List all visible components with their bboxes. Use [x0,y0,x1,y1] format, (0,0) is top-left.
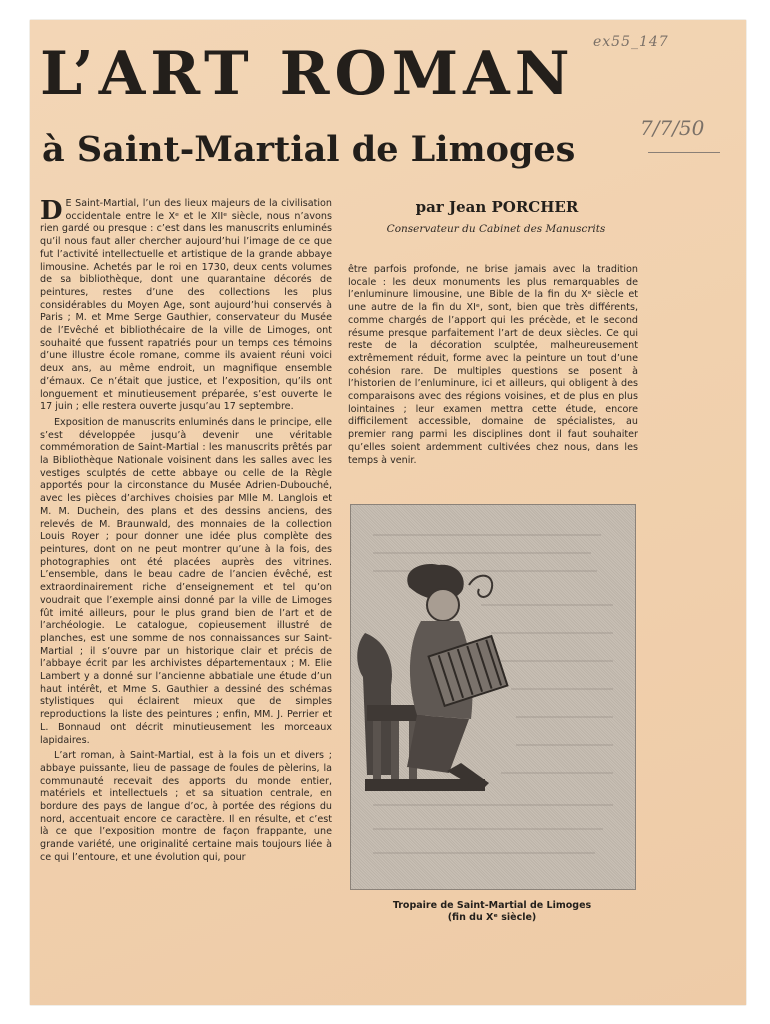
article-title: L’ART ROMAN [40,39,575,109]
article-column-left [40,198,332,868]
article-column-right [348,264,638,467]
figure-caption [350,900,634,924]
article-subtitle: à Saint-Martial de Limoges [42,129,576,170]
manuscript-illustration [350,504,636,890]
handwritten-underline [648,152,720,153]
article-paragraph-1 [40,198,332,414]
handwritten-reference: ex55_147 [593,34,669,50]
caption-line-1: Tropaire de Saint-Martial de Limoges [392,900,592,911]
author-role: Conservateur du Cabinet des Manuscrits [386,223,606,235]
musician-drawing [351,505,635,889]
drop-cap: D [40,196,63,226]
article-paragraph-3: L’art roman, à Saint-Martial, est à la fois un et divers ; abbaye puissante, lieu de passage de foules de pèlerins, la communauté recevait des apports du monde entier, matériels et intellectuels ; et sa situation centrale, en bordure des pays de langue d’oc, à portée des régions du nord, accentuait encore ce caractère. Il en résulte, et c’est là ce que l’exposition montre de façon frappante, une grande variété, une originalité certaine mais toujours liée à ce qui l’entoure, et une évolution qui, pour [40,750,332,863]
article-paragraph-4: être parfois profonde, ne brise jamais avec la tradition locale : les deux monuments les plus remarquables de l’enluminure limousine, une Bible de la fin du Xᵉ siècle et une autre de la fin du XIᵉ, sont, bien que très différents, comme chargés de l’apport qui les précède, et le second résume presque parfaitement l’art de deux siècles. Ce qui reste de la décoration sculptée, malheureusement extrêmement réduit, forme avec la peinture un tout d’une cohésion rare. De multiples questions se posent à l’historien de l’enluminure, ici et ailleurs, qui obligent à des comparaisons avec des régions voisines, et de plus en plus lointaines ; leur examen mettra cette étude, encore difficilement accessible, domaine de spécialistes, au premier rang parmi les disciplines dont il faut souhaiter qu’elles soient ardemment cultivées chez nous, dans les temps à venir. [348,264,638,466]
article-paragraph-2: Exposition de manuscrits enluminés dans le principe, elle s’est développée jusqu’à devenir une véritable commémoration de Saint-Martial : les manuscrits prêtés par la Bibliothèque Nationale voisinent dans les salles avec les vestiges sculptés de cette abbaye ou celle de la Règle apportés pour la circonstance du Musée Adrien-Dubouché, avec les pièces d’archives choisies par Mlle M. Langlois et M. M. Duchein, des plans et des dessins anciens, des relevés de M. Braunwald, des monnaies de la collection Louis Royer ; pour donner une idée plus complète des peintures, dont on ne peut montrer qu’une à la fois, des photographies ont été placées auprès des vitrines. L’ensemble, dans le beau cadre de l’ancien évêché, est extraordinairement riche d’enseignement et tel qu’on voudrait que l’exemple ainsi donné par la ville de Limoges fût imité ailleurs, pour le plus grand bien de l’art et de l’archéologie. Le catalogue, copieusement illustré de planches, est une somme de nos connaissances sur Saint-Martial ; il s’ouvre par un historique clair et précis de l’abbaye écrit par les archivistes départementaux ; M. Elie Lambert y a donné sur l’ancienne abbatiale une étude d’un haut intérêt, et Mme S. Gauthier a dessiné des schémas stylistiques qui éclairent mieux que de simples reproductions la liste des peintures ; enfin, MM. J. Perrier et L. Bonnaud ont décrit minutieusement les morceaux lapidaires. [40,416,332,746]
author-byline: par Jean PORCHER [415,198,579,216]
newspaper-clipping [30,20,746,1005]
caption-line-2: (fin du Xᵉ siècle) [447,912,537,923]
paragraph-1-text: E Saint-Martial, l’un des lieux majeurs de la civilisation occidentale entre le Xᵉ et le XIIᵉ siècle, nous n’avons rien gardé ou presque : c’est dans les manuscrits enluminés qu’il nous faut aller chercher aujourd’hui l’image de ce que fut l’activité intellectuelle et artistique de la grande abbaye limousine. Achetés par le roi en 1730, deux cents volumes de sa bibliothèque, dont une quarantaine décorés de peintures, restes d’une des collections les plus considérables du Moyen Age, sont aujourd’hui conservés à Paris ; M. et Mme Serge Gauthier, conservateur du Musée de l’Evêché et bibliothécaire de la ville de Limoges, ont souhaité que fussent rapatriés pour un temps ces témoins d’une illustre école romane, comme ils avaient réuni voici deux ans, au même endroit, un magnifique ensemble d’émaux. Ce n’était que justice, et l’exposition, qu’ils ont longuement et minutieusement préparée, s’est ouverte le 17 juin ; elle restera ouverte jusqu’au 17 septembre. [40,198,332,413]
ornament-curl [469,576,492,597]
handwritten-date: 7/7/50 [640,116,705,140]
